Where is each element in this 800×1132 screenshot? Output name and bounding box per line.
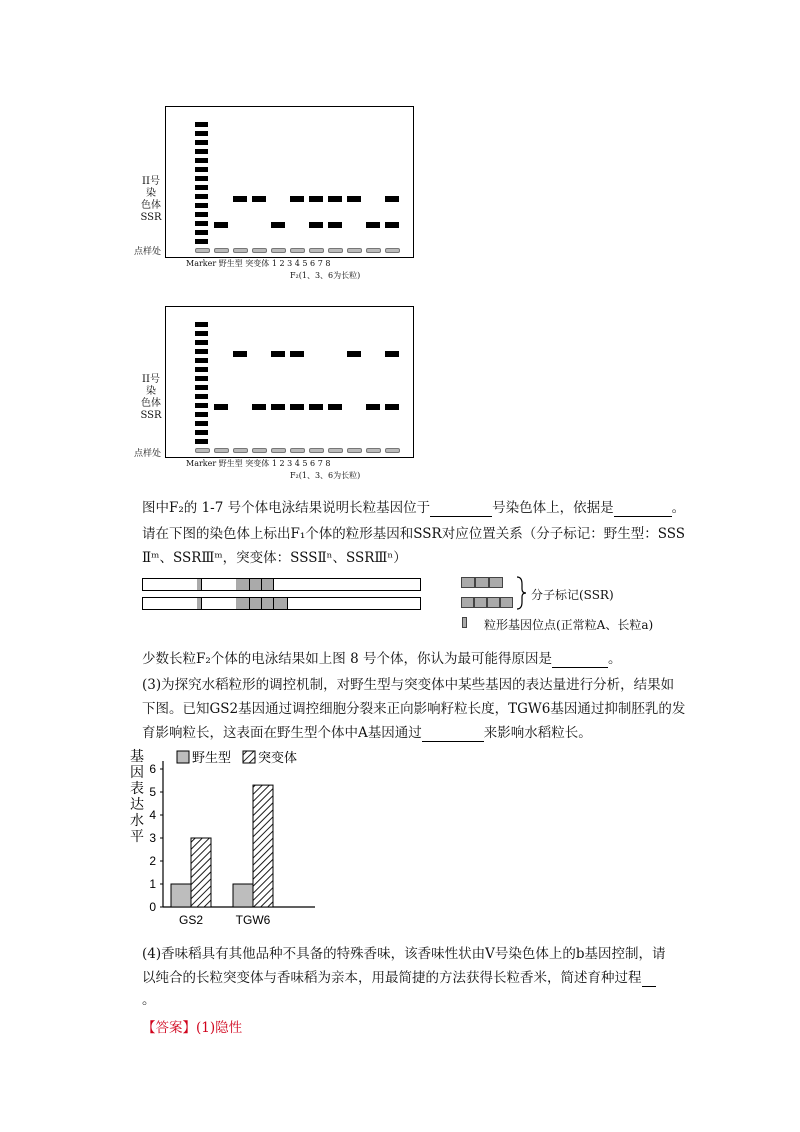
- legend-ssr: 分子标记(SSR): [531, 588, 614, 602]
- sample-band: [385, 196, 399, 202]
- answer-line: [142, 1016, 242, 1036]
- sample-band: [290, 196, 304, 202]
- y-label-char: 基: [130, 749, 144, 765]
- question-line-6: 下图。已知GS2基因通过调控细胞分裂来正向影响籽粒长度，TGW6基因通过抑制胚乳的发: [142, 701, 686, 717]
- gel1-panel: [165, 106, 414, 258]
- marker-band: [195, 230, 208, 235]
- sample-band: [252, 404, 266, 410]
- y-tick-label: 6: [149, 762, 156, 776]
- gel2-ylabel: II号染 色体 SSR: [140, 374, 162, 421]
- sample-band: [233, 196, 247, 202]
- sample-band: [328, 404, 342, 410]
- sample-band: [252, 196, 266, 202]
- question-line-8: (4)香味稻具有其他品种不具备的特殊香味，该香味性状由Ⅴ号染色体上的b基因控制，请: [142, 946, 666, 962]
- sample-well: [214, 248, 229, 253]
- marker-band: [195, 412, 208, 417]
- sample-well: [347, 448, 362, 453]
- marker-band: [195, 176, 208, 181]
- marker-band: [195, 349, 208, 354]
- sample-band: [328, 196, 342, 202]
- y-tick-label: 3: [149, 831, 156, 845]
- sample-band: [271, 404, 285, 410]
- brace-icon: [515, 576, 527, 610]
- gel2-lane-labels: Marker 野生型 突变体 1 2 3 4 5 6 7 8: [186, 459, 331, 468]
- sample-band: [233, 351, 247, 357]
- marker-band: [195, 203, 208, 208]
- sample-band: [328, 222, 342, 228]
- sample-well: [309, 248, 324, 253]
- sample-band: [385, 222, 399, 228]
- sample-well: [214, 448, 229, 453]
- marker-band: [195, 421, 208, 426]
- legend-label-mutant: 突变体: [258, 751, 298, 766]
- sample-band: [309, 196, 323, 202]
- sample-well: [328, 448, 343, 453]
- bar-gs2-mutant: [191, 838, 211, 907]
- question-line-4: 少数长粒F₂个体的电泳结果如上图 8 号个体，你认为最可能得原因是 。: [142, 651, 622, 667]
- answer-blank-1[interactable]: [430, 500, 492, 517]
- y-label-char: 平: [130, 829, 144, 845]
- y-tick-label: 0: [149, 900, 156, 914]
- sample-band: [271, 351, 285, 357]
- gel1-dot-label: 点样处: [134, 247, 162, 257]
- sample-well: [385, 448, 400, 453]
- gel1-f2-label: F₂(1、3、6为长粒): [290, 271, 361, 280]
- y-label-char: 因: [130, 765, 144, 781]
- legend-gene: 粒形基因位点(正常粒A、长粒a): [484, 618, 654, 632]
- question-line-5: (3)为探究水稻粒形的调控机制，对野生型与突变体中某些基因的表达量进行分析，结果如: [142, 677, 675, 693]
- sample-well: [290, 248, 305, 253]
- y-label-char: 表: [130, 781, 144, 797]
- sample-well: [271, 448, 286, 453]
- marker-band: [195, 212, 208, 217]
- question-line-2: 请在下图的染色体上标出F₁个体的粒形基因和SSR对应位置关系（分子标记：野生型：SSS: [142, 526, 685, 542]
- gel1-lane-labels: Marker 野生型 突变体 1 2 3 4 5 6 7 8: [186, 259, 331, 268]
- marker-band: [195, 367, 208, 372]
- marker-band: [195, 340, 208, 345]
- marker-band: [195, 140, 208, 145]
- sample-well: [195, 448, 210, 453]
- gel2-f2-label: F₂(1、3、6为长粒): [290, 471, 361, 480]
- marker-band: [195, 185, 208, 190]
- marker-band: [195, 131, 208, 136]
- marker-band: [195, 221, 208, 226]
- question-line-10: 。: [142, 992, 156, 1008]
- marker-band: [195, 158, 208, 163]
- marker-band: [195, 430, 208, 435]
- chart-ylabel: [130, 748, 144, 845]
- sample-band: [347, 351, 361, 357]
- y-tick-label: 2: [149, 854, 156, 868]
- y-label-char: 达: [130, 797, 144, 813]
- sample-band: [309, 222, 323, 228]
- answer-blank-5[interactable]: [642, 970, 656, 987]
- marker-band: [195, 122, 208, 127]
- sample-well: [366, 248, 381, 253]
- marker-band: [195, 167, 208, 172]
- x-tick-label: GS2: [178, 913, 204, 927]
- marker-band: [195, 194, 208, 199]
- sample-well: [195, 248, 210, 253]
- sample-band: [290, 404, 304, 410]
- sample-band: [214, 404, 228, 410]
- bar-tgw6-mutant: [253, 785, 273, 907]
- sample-well: [233, 248, 248, 253]
- question-line-3: Ⅱᵐ、SSRⅢᵐ，突变体：SSSⅡⁿ、SSRⅢⁿ）: [142, 550, 407, 566]
- answer-body: (1)隐性: [196, 1020, 243, 1036]
- answer-blank-3[interactable]: [552, 651, 608, 668]
- question-line-7: 育影响粒长，这表面在野生型个体中A基因通过 来影响水稻粒长。: [142, 725, 592, 741]
- marker-band: [195, 358, 208, 363]
- sample-well: [252, 248, 267, 253]
- gel2-panel: [165, 306, 414, 458]
- marker-band: [195, 376, 208, 381]
- question-line-1: 图中F₂的 1-7 号个体电泳结果说明长粒基因位于 号染色体上，依据是 。: [142, 500, 686, 516]
- sample-band: [366, 404, 380, 410]
- gel1-ylabel: II号染 色体 SSR: [140, 176, 162, 223]
- marker-band: [195, 385, 208, 390]
- legend-label-wild: 野生型: [192, 751, 232, 766]
- answer-tag: 【答案】: [142, 1020, 196, 1036]
- gel2-dot-label: 点样处: [134, 449, 162, 459]
- y-label-char: 水: [130, 813, 144, 829]
- sample-well: [385, 248, 400, 253]
- marker-band: [195, 239, 208, 244]
- marker-band: [195, 149, 208, 154]
- answer-blank-4[interactable]: [422, 725, 484, 742]
- sample-band: [385, 351, 399, 357]
- bar-gs2-wild: [171, 884, 191, 907]
- x-tick-label: TGW6: [235, 913, 271, 927]
- sample-well: [252, 448, 267, 453]
- sample-band: [385, 404, 399, 410]
- sample-band: [290, 351, 304, 357]
- sample-well: [366, 448, 381, 453]
- y-tick-label: 1: [149, 877, 156, 891]
- question-line-9: 以纯合的长粒突变体与香味稻为亲本，用最简捷的方法获得长粒香米，简述育种过程: [142, 966, 656, 987]
- marker-band: [195, 331, 208, 336]
- sample-well: [271, 248, 286, 253]
- sample-well: [233, 448, 248, 453]
- marker-band: [195, 322, 208, 327]
- marker-band: [195, 394, 208, 399]
- sample-well: [309, 448, 324, 453]
- sample-well: [290, 448, 305, 453]
- sample-band: [271, 222, 285, 228]
- y-tick-label: 4: [149, 808, 156, 822]
- sample-band: [214, 222, 228, 228]
- legend-swatch-wild: [177, 751, 189, 763]
- sample-well: [347, 248, 362, 253]
- sample-band: [366, 222, 380, 228]
- y-tick-label: 5: [149, 785, 156, 799]
- expression-bar-chart: [125, 745, 325, 930]
- legend-gene-swatch: [462, 617, 467, 628]
- chromosome-lower[interactable]: [142, 597, 421, 610]
- answer-blank-2[interactable]: [614, 500, 672, 517]
- legend-swatch-mutant: [243, 751, 255, 763]
- chromosome-upper[interactable]: [142, 578, 421, 591]
- sample-band: [309, 404, 323, 410]
- sample-well: [328, 248, 343, 253]
- marker-band: [195, 403, 208, 408]
- marker-band: [195, 439, 208, 444]
- sample-band: [347, 196, 361, 202]
- bar-tgw6-wild: [233, 884, 253, 907]
